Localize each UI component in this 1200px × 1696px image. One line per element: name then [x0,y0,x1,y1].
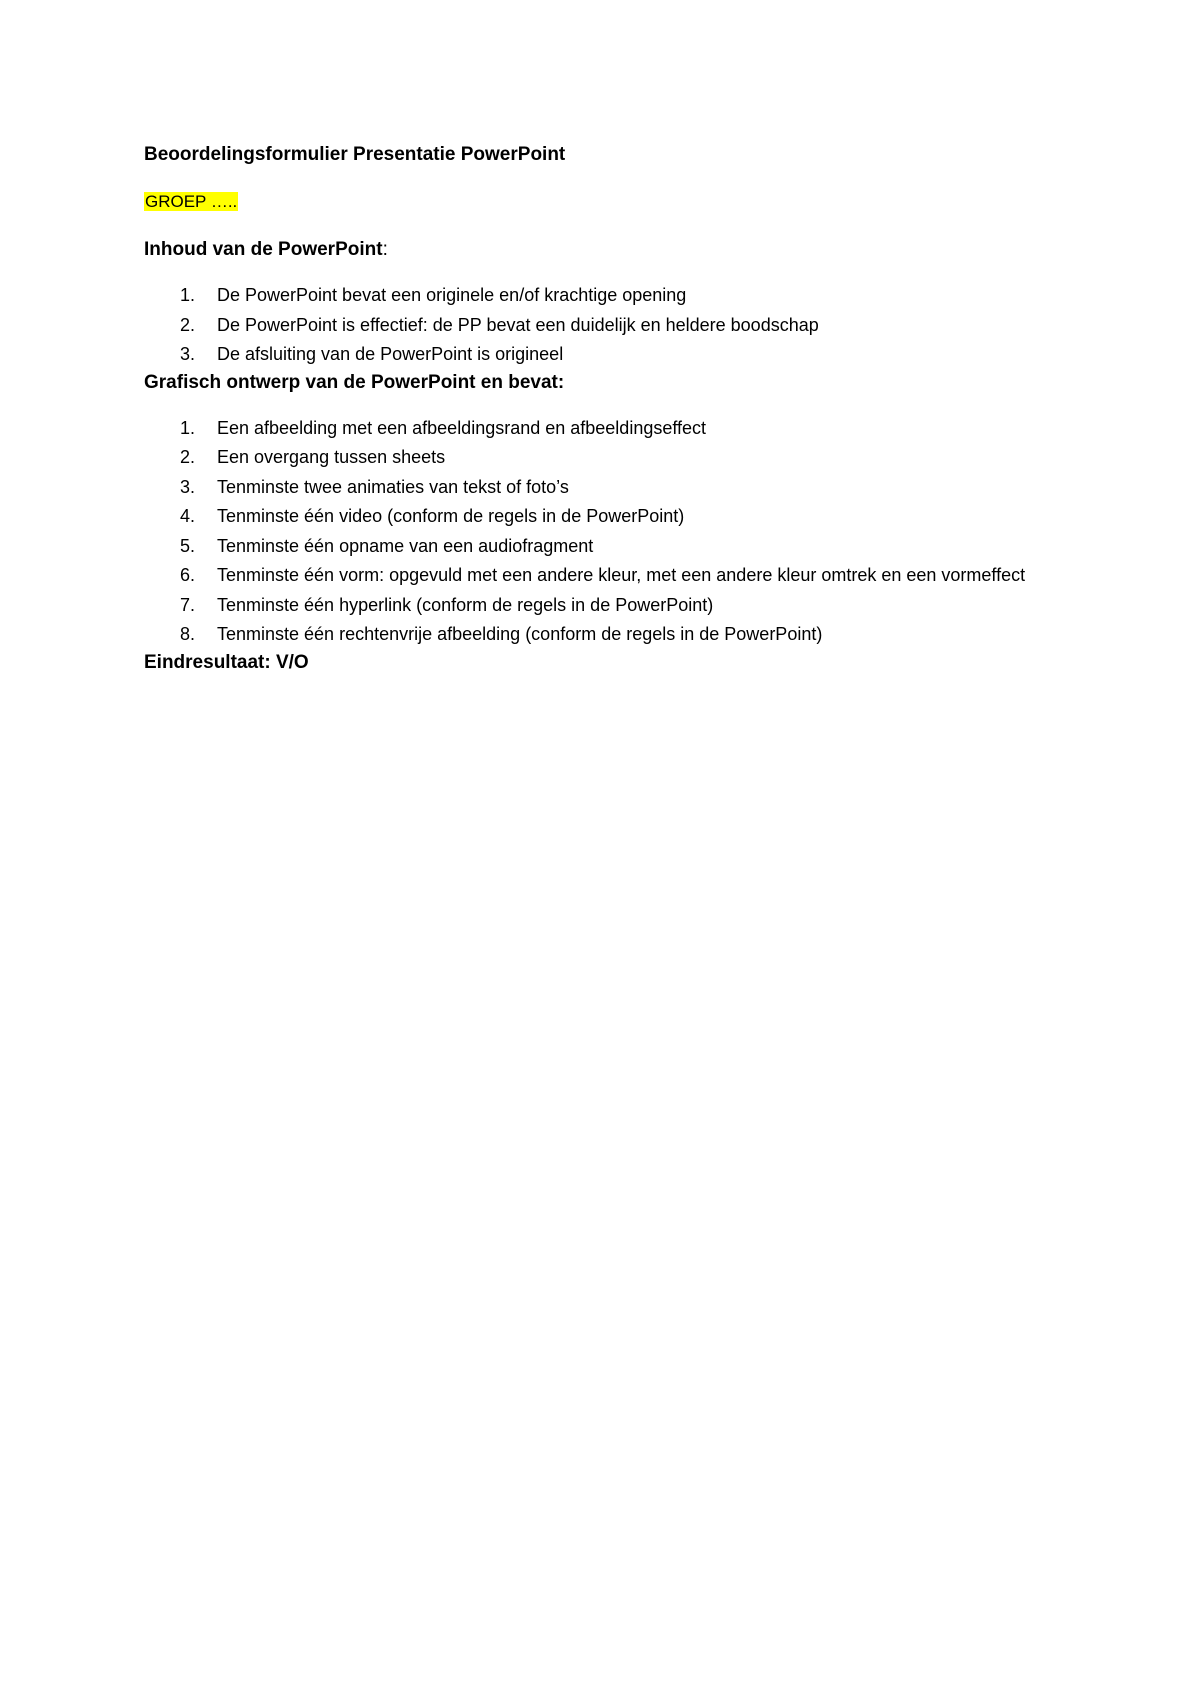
list-item-text: Tenminste één rechtenvrije afbeelding (conform de regels in de PowerPoint) [217,624,823,644]
list-item-number: 6. [180,565,196,585]
document-page [144,142,1064,676]
list-item [144,561,1064,591]
group-line [144,190,1064,215]
list-item-text: Een overgang tussen sheets [217,447,446,467]
list-item-number: 5. [180,535,196,556]
list-item [144,414,1064,444]
list-item-text: Tenminste één vorm: opgevuld met een andere kleur, met een andere kleur omtrek en een vormeffect [217,565,1026,585]
list-item-number: 2. [180,314,196,335]
list-item [144,340,1064,370]
list-item [144,443,1064,473]
list-item-number: 1. [180,417,196,438]
list-item-text: Tenminste één opname van een audiofragment [217,535,594,556]
content-criteria-list [144,281,1064,370]
list-item-number: 2. [180,447,196,467]
list-item-text: Tenminste één hyperlink (conform de regels in de PowerPoint) [217,594,714,615]
list-item-text: De PowerPoint bevat een originele en/of krachtige opening [217,285,687,305]
list-item [144,473,1064,503]
list-item [144,620,1064,650]
section-heading-content-text: Inhoud van de PowerPoint [144,239,383,260]
list-item-text: Tenminste één video (conform de regels in de PowerPoint) [217,506,685,526]
list-item-text: De afsluiting van de PowerPoint is origineel [217,344,564,364]
list-item [144,311,1064,341]
list-item-number: 3. [180,344,196,364]
list-item-number: 3. [180,476,196,497]
list-item-number: 7. [180,594,196,615]
section-heading-content [144,237,1064,263]
design-criteria-list [144,414,1064,650]
document-title: Beoordelingsformulier Presentatie PowerPoint [144,144,566,165]
list-item-number: 8. [180,624,196,644]
list-item-text: Een afbeelding met een afbeeldingsrand en afbeeldingseffect [217,417,707,438]
list-item-number: 4. [180,506,196,526]
list-item [144,591,1064,621]
list-item [144,532,1064,562]
section-heading-content-colon: : [382,239,388,260]
list-item-number: 1. [180,285,196,305]
list-item [144,281,1064,311]
final-result: Eindresultaat: V/O [144,651,309,673]
list-item-text: De PowerPoint is effectief: de PP bevat een duidelijk en heldere boodschap [217,314,819,335]
section-heading-design: Grafisch ontwerp van de PowerPoint en bevat: [144,371,565,393]
list-item [144,502,1064,532]
list-item-text: Tenminste twee animaties van tekst of foto’s [217,476,569,497]
group-label: GROEP ….. [145,192,238,211]
